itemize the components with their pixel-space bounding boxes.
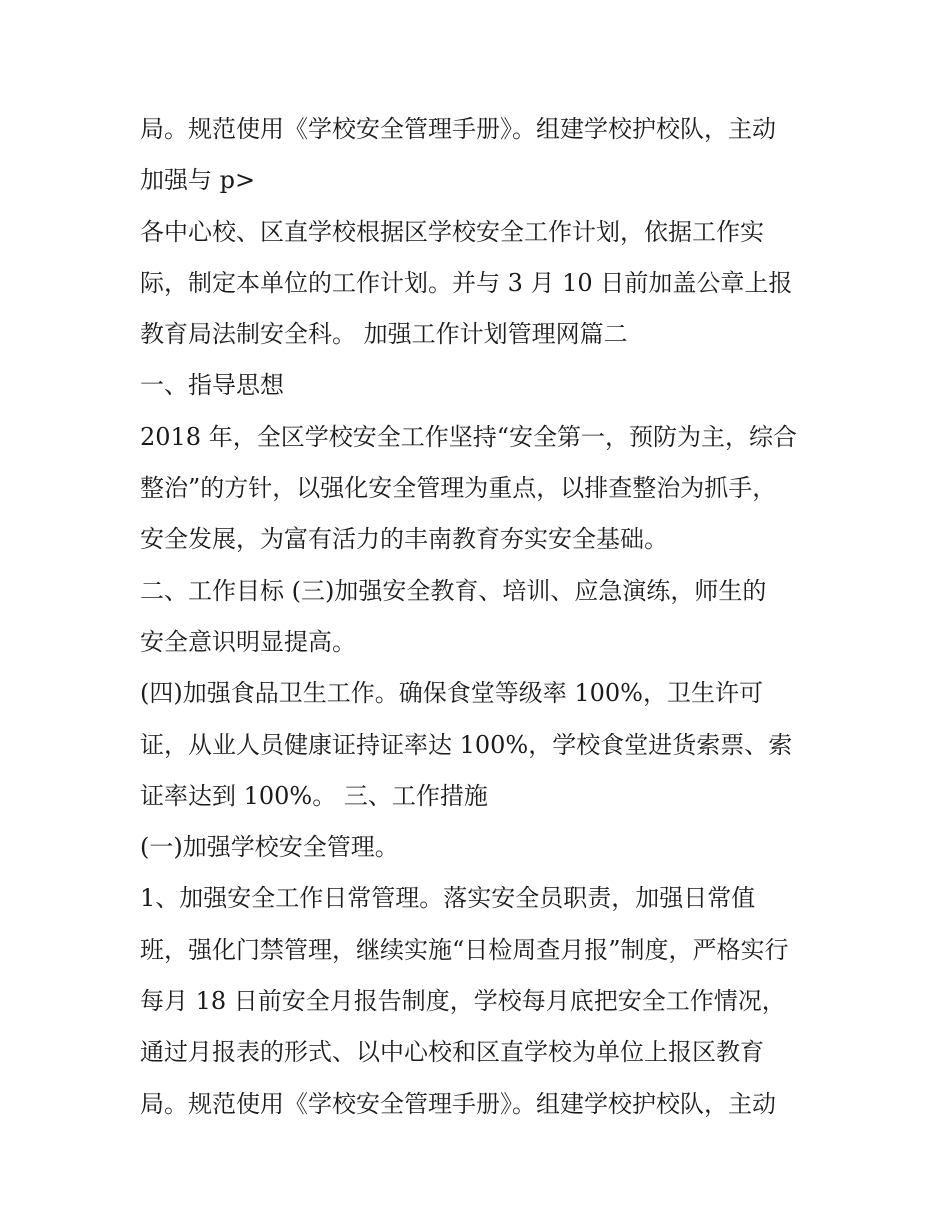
text-line: 整治”的方针，以强化安全管理为重点，以排查整治为抓手， xyxy=(140,474,777,503)
text-line: 安全发展，为富有活力的丰南教育夯实安全基础。 xyxy=(140,525,668,554)
text-line: 二、工作目标 (三)加强安全教育、培训、应急演练，师生的 xyxy=(140,576,767,605)
text-line: 1、加强安全工作日常管理。落实安全员职责，加强日常值 xyxy=(140,884,756,913)
section-heading: (一)加强学校安全管理。 xyxy=(140,833,399,862)
section-heading: 一、指导思想 xyxy=(140,371,284,400)
text-line: 加强与 p> xyxy=(140,166,256,195)
text-line: 局。规范使用《学校安全管理手册》。组建学校护校队，主动 xyxy=(140,115,776,143)
text-line: 证率达到 100%。 三、工作措施 xyxy=(140,781,488,810)
text-line: 局。规范使用《学校安全管理手册》。组建学校护校队，主动 xyxy=(140,1089,776,1118)
text-line: 班，强化门禁管理，继续实施“日检周查月报”制度，严格实行 xyxy=(140,935,789,964)
text-line: 各中心校、区直学校根据区学校安全工作计划，依据工作实 xyxy=(140,217,764,246)
text-line: 安全意识明显提高。 xyxy=(140,627,356,656)
text-line: 每月 18 日前安全月报告制度，学校每月底把安全工作情况， xyxy=(140,987,786,1016)
text-line: (四)加强食品卫生工作。确保食堂等级率 100%，卫生许可 xyxy=(140,679,763,708)
document-body xyxy=(140,104,840,1130)
text-line: 证，从业人员健康证持证率达 100%，学校食堂进货索票、索 xyxy=(140,730,793,759)
text-line: 际，制定本单位的工作计划。并与 3 月 10 日前加盖公章上报 xyxy=(140,268,793,297)
text-line: 通过月报表的形式、以中心校和区直学校为单位上报区教育 xyxy=(140,1038,764,1067)
text-line: 2018 年，全区学校安全工作坚持“安全第一，预防为主，综合 xyxy=(140,422,797,451)
text-line: 教育局法制安全科。 加强工作计划管理网篇二 xyxy=(140,320,628,349)
